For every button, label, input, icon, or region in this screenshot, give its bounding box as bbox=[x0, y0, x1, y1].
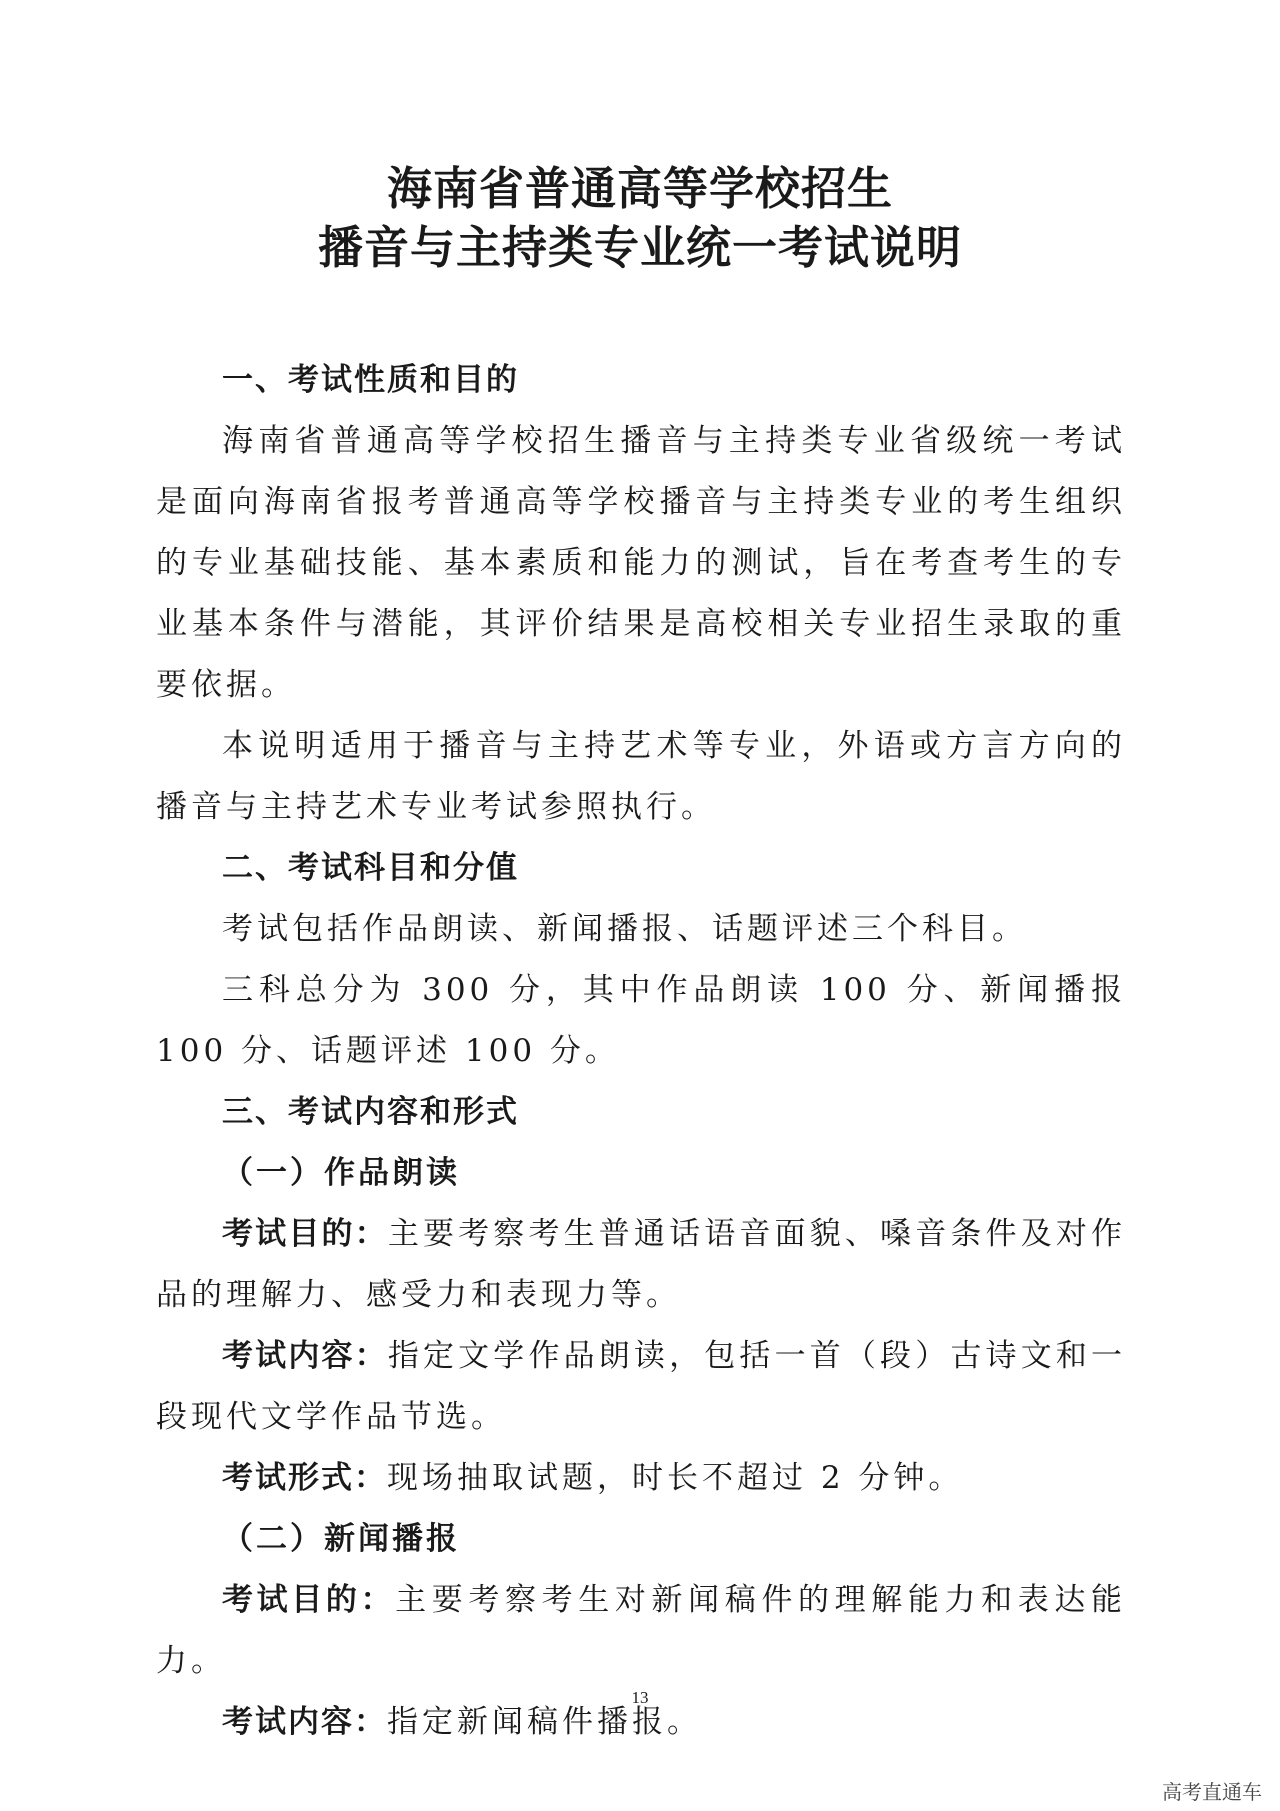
paragraph bbox=[156, 1570, 1126, 1692]
paragraph: 考试包括作品朗读、新闻播报、话题评述三个科目。 bbox=[222, 911, 1027, 947]
field-label: 考试内容： bbox=[222, 1338, 388, 1374]
section-heading-2: 二、考试科目和分值 bbox=[222, 850, 519, 886]
section-heading-1: 一、考试性质和目的 bbox=[222, 362, 519, 398]
field-label: 考试目的： bbox=[222, 1216, 388, 1252]
paragraph bbox=[156, 1448, 1126, 1509]
field-text: 主要考察考生普通话语音面貌、嗓音条件及对作品的理解力、感受力和表现力等。 bbox=[156, 1216, 1127, 1313]
field-text: 现场抽取试题，时长不超过 2 分钟。 bbox=[387, 1460, 964, 1496]
field-label: 考试形式： bbox=[222, 1460, 387, 1496]
paragraph: 本说明适用于播音与主持艺术等专业，外语或方言方向的播音与主持艺术专业考试参照执行。 bbox=[156, 728, 1126, 825]
field-text: 指定新闻稿件播报。 bbox=[387, 1704, 702, 1740]
title-line-2: 播音与主持类专业统一考试说明 bbox=[317, 221, 962, 274]
field-label: 考试内容： bbox=[222, 1704, 387, 1740]
title-line-1: 海南省普通高等学校招生 bbox=[386, 162, 893, 215]
section-heading-3: 三、考试内容和形式 bbox=[222, 1094, 519, 1130]
field-text: 指定文学作品朗读，包括一首（段）古诗文和一段现代文学作品节选。 bbox=[156, 1338, 1127, 1435]
document-body bbox=[156, 350, 1126, 1753]
watermark: 高考直通车 bbox=[1162, 1780, 1262, 1804]
paragraph bbox=[156, 1326, 1126, 1448]
page-number: 13 bbox=[631, 1688, 649, 1707]
subsection-heading-2: （二）新闻播报 bbox=[222, 1521, 460, 1557]
field-label: 考试目的： bbox=[222, 1582, 396, 1618]
paragraph: 三科总分为 300 分，其中作品朗读 100 分、新闻播报 100 分、话题评述 100 分。 bbox=[156, 972, 1126, 1069]
field-text: 主要考察考生对新闻稿件的理解能力和表达能力。 bbox=[156, 1582, 1126, 1679]
paragraph bbox=[156, 1204, 1126, 1326]
subsection-heading-1: （一）作品朗读 bbox=[222, 1155, 460, 1191]
paragraph: 海南省普通高等学校招生播音与主持类专业省级统一考试是面向海南省报考普通高等学校播音与主持类专业的考生组织的专业基础技能、基本素质和能力的测试，旨在考查考生的专业基本条件与潜能，其评价结果是高校相关专业招生录取的重要依据。 bbox=[156, 423, 1126, 703]
